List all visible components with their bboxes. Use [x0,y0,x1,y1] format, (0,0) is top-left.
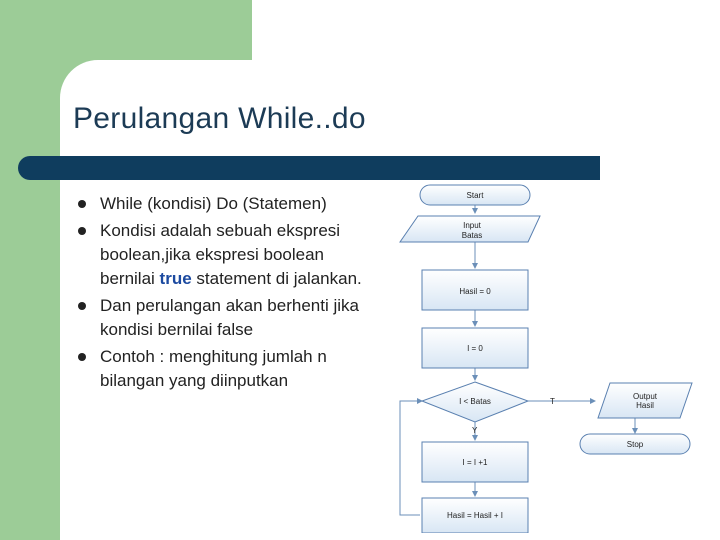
bullet-dot-icon [78,200,86,208]
svg-text:I < Batas: I < Batas [459,397,491,406]
svg-text:I = I +1: I = I +1 [462,458,488,467]
svg-text:Stop: Stop [626,440,644,449]
svg-text:Hasil: Hasil [636,401,654,410]
flow-increment-process [422,442,528,482]
flow-output-parallelogram [598,383,692,418]
flow-condition-decision [422,382,528,422]
bullet-text: While (kondisi) Do (Statemen) [100,194,327,213]
svg-text:Start: Start [466,191,484,200]
bullet-list [76,192,376,396]
flow-init-hasil-process [422,270,528,310]
bullet-item [76,345,376,393]
title-underline-bar [18,156,600,180]
svg-text:Output: Output [632,392,658,401]
svg-text:Batas: Batas [461,231,483,240]
slide-title: Perulangan While..do [73,102,366,135]
flowchart-diagram [390,178,700,533]
flow-init-i-process [422,328,528,368]
bullet-dot-icon [78,302,86,310]
bullet-text: Dan perulangan akan berhenti jika kondisi bernilai false [100,296,359,339]
bullet-text-tail: statement di jalankan. [191,269,362,288]
flow-true-label: T [550,397,555,406]
bullet-item [76,192,376,216]
bullet-item [76,294,376,342]
svg-text:I = 0: I = 0 [467,344,483,353]
flow-accumulate-process [422,498,528,533]
svg-text:Input: Input [463,221,481,230]
svg-text:Hasil = Hasil + I: Hasil = Hasil + I [446,511,504,520]
bullet-text: Contoh : menghitung jumlah n bilangan yang diinputkan [100,347,327,390]
flow-start-terminator [420,185,530,205]
bullet-dot-icon [78,353,86,361]
svg-text:Hasil = 0: Hasil = 0 [459,287,491,296]
bullet-keyword: true [159,269,192,288]
bullet-dot-icon [78,227,86,235]
flow-false-label: Y [472,426,478,435]
flow-stop-terminator [580,434,690,454]
bullet-item [76,219,376,291]
bullet-text: Kondisi adalah sebuah ekspresi boolean,jika ekspresi boolean bernilai [100,221,341,288]
flow-input-parallelogram [400,216,540,242]
